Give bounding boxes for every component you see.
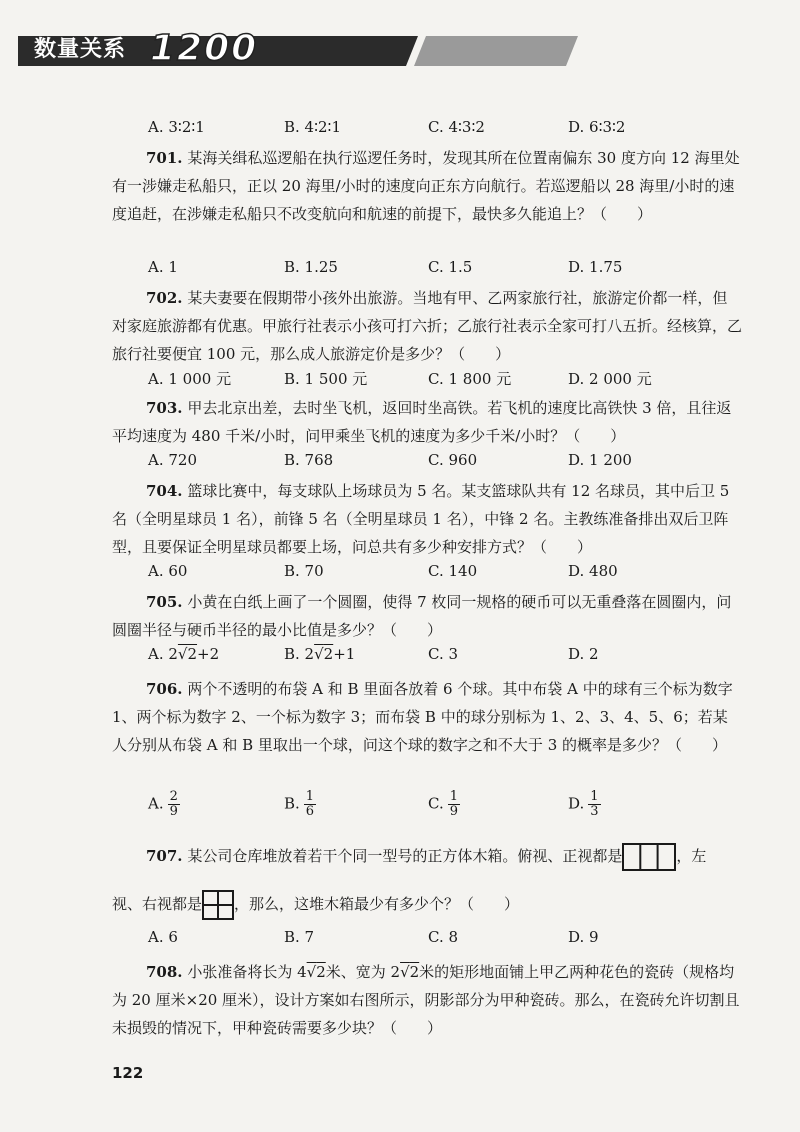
question-number: 707.	[146, 847, 183, 865]
question-705	[112, 588, 742, 644]
option-d: D. 9	[568, 928, 599, 946]
option-a: A. 1	[148, 258, 178, 276]
option-d: D. 480	[568, 562, 618, 580]
options-703	[148, 451, 748, 473]
header-number: 1200	[150, 28, 259, 69]
option-d: D. 6∶3∶2	[568, 118, 626, 136]
option-a: A. $\frac{2}{9}$	[148, 789, 178, 819]
prev-options	[148, 118, 748, 140]
options-705	[148, 645, 748, 667]
option-a: A. 720	[148, 451, 197, 469]
question-706	[112, 675, 742, 759]
option-b: B. 1.25	[284, 258, 338, 276]
option-c: C. 4∶3∶2	[428, 118, 485, 136]
option-c: C. 3	[428, 645, 459, 663]
option-c: C. 1 800 元	[428, 370, 512, 388]
option-d: D. 1 200	[568, 451, 632, 469]
option-d: D. 2	[568, 645, 599, 663]
option-c: C. 8	[428, 928, 459, 946]
option-c: C. 140	[428, 562, 478, 580]
question-702	[112, 284, 742, 368]
question-number: 703.	[146, 399, 183, 417]
option-b: B. 70	[284, 562, 324, 580]
option-a: A. 3∶2∶1	[148, 118, 205, 136]
question-number: 704.	[146, 482, 183, 500]
header-title: 数量关系	[34, 37, 127, 62]
option-d: D. 1.75	[568, 258, 623, 276]
three-box-view-icon	[622, 843, 676, 871]
four-box-view-icon	[202, 890, 234, 920]
option-c: C. $\frac{1}{9}$	[428, 789, 458, 819]
option-b: B. $\frac{1}{6}$	[284, 789, 315, 819]
page-number: 122	[112, 1064, 144, 1082]
option-c: C. 960	[428, 451, 478, 469]
option-a: A. 2√2+2	[148, 645, 220, 663]
question-number: 708.	[146, 963, 183, 981]
question-number: 702.	[146, 289, 183, 307]
option-b: B. 1 500 元	[284, 370, 368, 388]
question-703	[112, 394, 742, 450]
question-number: 706.	[146, 680, 183, 698]
options-702	[148, 368, 748, 390]
question-text: 两个不透明的布袋 A 和 B 里面各放着 6 个球。其中布袋 A 中的球有三个标为数字 1、两个标为数字 2、一个标为数字 3；而布袋 B 中的球分别标为 1、2、3、4、5、6；若某人分别从布袋 A 和 B 里取出一个球，问这个球的数字之和不大于 3 的概率是多少？（ ）	[112, 680, 733, 754]
option-b: B. 7	[284, 928, 315, 946]
question-701	[112, 144, 742, 228]
question-704	[112, 477, 742, 561]
options-704	[148, 562, 748, 584]
options-706	[148, 790, 748, 824]
question-708: 708. 小张准备将长为 4√2米、宽为 2√2米的矩形地面铺上甲乙两种花色的瓷砖（规格均为 20 厘米×20 厘米），设计方案如右图所示，阴影部分为甲种瓷砖。那么，在瓷砖允许切割且未损毁的情况下，甲种瓷砖需要多少块？（ ）	[112, 963, 740, 1037]
option-a: A. 60	[148, 562, 188, 580]
options-707	[148, 928, 748, 950]
question-707: 707. 某公司仓库堆放着若干个同一型号的正方体木箱。俯视、正视都是 ，左 视、右视都是 ，那么，这堆木箱最少有多少个？（ ）	[112, 838, 742, 924]
option-b: B. 768	[284, 451, 334, 469]
option-c: C. 1.5	[428, 258, 473, 276]
question-text: 小黄在白纸上画了一个圆圈，使得 7 枚同一规格的硬币可以无重叠落在圆圈内，问圆圈半径与硬币半径的最小比值是多少？（ ）	[112, 593, 732, 639]
question-number: 701.	[146, 149, 183, 167]
option-b: B. 2√2+1	[284, 645, 356, 663]
question-text: 甲去北京出差，去时坐飞机，返回时坐高铁。若飞机的速度比高铁快 3 倍，且往返平均速度为 480 千米/小时，问甲乘坐飞机的速度为多少千米/小时？（ ）	[112, 399, 732, 445]
option-d: D. $\frac{1}{3}$	[568, 789, 599, 819]
question-number: 705.	[146, 593, 183, 611]
option-a: A. 6	[148, 928, 178, 946]
option-d: D. 2 000 元	[568, 370, 652, 388]
question-text: 篮球比赛中，每支球队上场球员为 5 名。某支篮球队共有 12 名球员，其中后卫 5 名（全明星球员 1 名），前锋 5 名（全明星球员 1 名），中锋 2 名。主教练准备排出双后卫阵型，且要保证全明星球员都要上场，问总共有多少种安排方式？（ ）	[112, 482, 730, 556]
option-b: B. 4∶2∶1	[284, 118, 341, 136]
option-a: A. 1 000 元	[148, 370, 232, 388]
question-text: 某公司仓库堆放着若干个同一型号的正方体木箱。俯视、正视都是	[187, 847, 623, 865]
question-text: 某夫妻要在假期带小孩外出旅游。当地有甲、乙两家旅行社，旅游定价都一样，但对家庭旅游都有优惠。甲旅行社表示小孩可打六折；乙旅行社表示全家可打八五折。经核算，乙旅行社要便宜 100 元，那么成人旅游定价是多少？（ ）	[112, 289, 743, 363]
question-text: 某海关缉私巡逻船在执行巡逻任务时，发现其所在位置南偏东 30 度方向 12 海里处有一涉嫌走私船只，正以 20 海里/小时的速度向正东方向航行。若巡逻船以 28 海里/小时的速度追赶，在涉嫌走私船只不改变航向和航速的前提下，最快多久能追上？（ ）	[112, 149, 740, 223]
options-701	[148, 258, 748, 280]
